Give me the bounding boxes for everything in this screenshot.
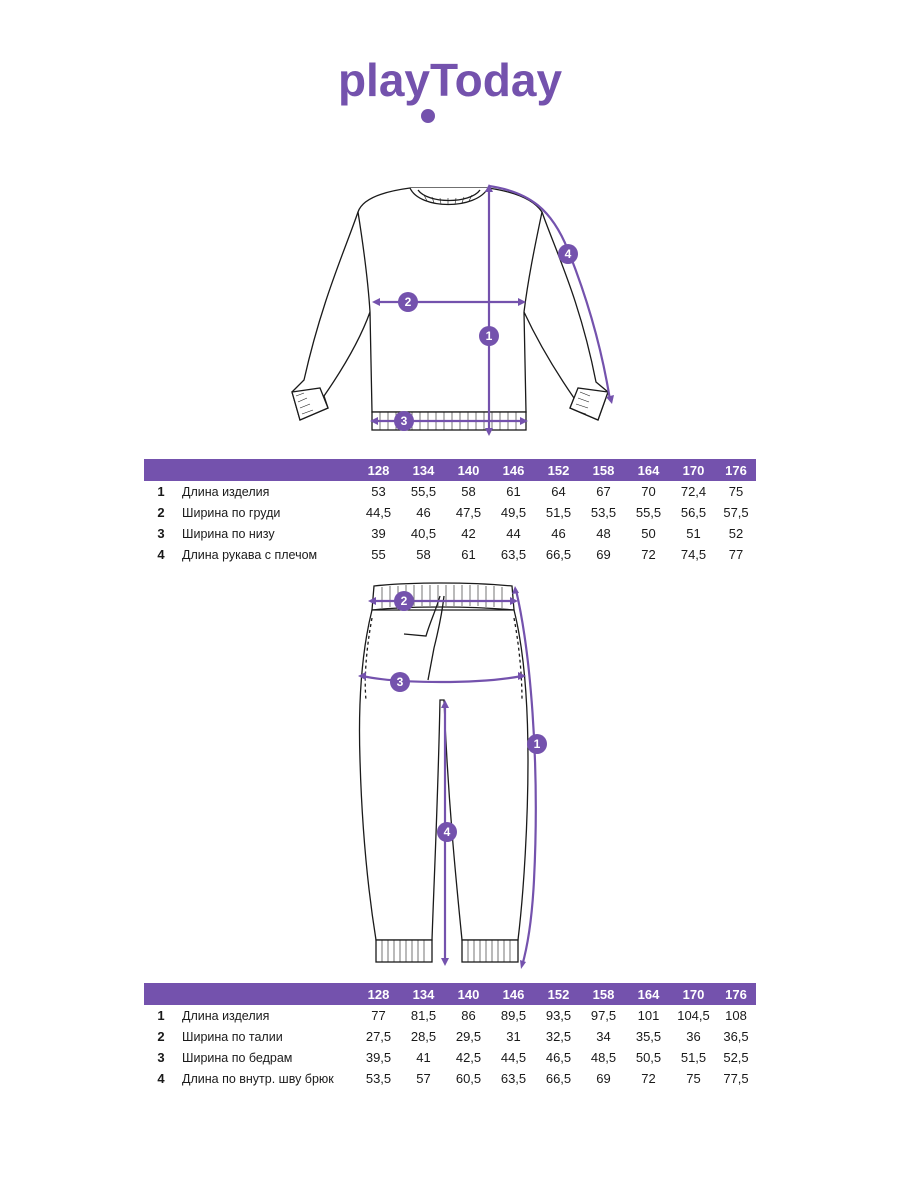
- header-blank: [144, 459, 178, 481]
- value-cell: 41: [416, 1050, 431, 1065]
- sweatshirt-size-table: [144, 459, 756, 565]
- value-cell: 57,5: [723, 505, 749, 520]
- table-row: [144, 1026, 756, 1047]
- value-cell: 58: [461, 484, 476, 499]
- value-cell: 72: [641, 547, 656, 562]
- value-cell: 53,5: [590, 505, 617, 520]
- value-cell: 44,5: [500, 1050, 527, 1065]
- value-cell: 55,5: [635, 505, 662, 520]
- sweatshirt-marker-3: [394, 411, 414, 431]
- value-cell: 69: [596, 1071, 611, 1086]
- measurement-name: Ширина по талии: [182, 1029, 283, 1044]
- measurement-name: Ширина по бедрам: [182, 1050, 293, 1065]
- value-cell: 48: [596, 526, 611, 541]
- sweatshirt-marker-1: [479, 326, 499, 346]
- value-cell: 108: [725, 1008, 747, 1023]
- svg-text:2: 2: [404, 295, 412, 309]
- row-number: 4: [157, 1071, 165, 1086]
- value-cell: 70: [641, 484, 656, 499]
- sweatshirt-marker-2: [398, 292, 418, 312]
- row-number: 1: [157, 1008, 165, 1023]
- playtoday-logo: [320, 48, 580, 128]
- value-cell: 27,5: [365, 1029, 392, 1044]
- value-cell: 66,5: [545, 547, 572, 562]
- value-cell: 60,5: [455, 1071, 482, 1086]
- value-cell: 51: [686, 526, 701, 541]
- pants-marker-1: [527, 734, 547, 754]
- value-cell: 86: [461, 1008, 476, 1023]
- value-cell: 104,5: [677, 1008, 710, 1023]
- value-cell: 56,5: [680, 505, 707, 520]
- size-header-row: [144, 459, 756, 481]
- value-cell: 69: [596, 547, 611, 562]
- value-cell: 46,5: [545, 1050, 572, 1065]
- value-cell: 63,5: [500, 1071, 527, 1086]
- value-cell: 51,5: [545, 505, 572, 520]
- pants-diagram: [350, 574, 560, 974]
- value-cell: 50: [641, 526, 656, 541]
- value-cell: 72: [641, 1071, 656, 1086]
- svg-text:3: 3: [400, 414, 408, 428]
- size-header-cell: 152: [536, 983, 581, 1005]
- size-header-cell: 164: [626, 983, 671, 1005]
- size-header-cell: 146: [491, 459, 536, 481]
- value-cell: 28,5: [410, 1029, 437, 1044]
- value-cell: 63,5: [500, 547, 527, 562]
- value-cell: 53,5: [365, 1071, 392, 1086]
- value-cell: 75: [686, 1071, 701, 1086]
- value-cell: 72,4: [680, 484, 707, 499]
- size-header-cell: 134: [401, 459, 446, 481]
- value-cell: 44,5: [365, 505, 392, 520]
- value-cell: 44: [506, 526, 521, 541]
- size-header-cell: 128: [356, 459, 401, 481]
- pants-marker-3: [390, 672, 410, 692]
- value-cell: 40,5: [410, 526, 437, 541]
- svg-text:1: 1: [485, 329, 493, 343]
- table-row: [144, 544, 756, 565]
- sweatshirt-diagram: [280, 180, 620, 440]
- size-header-cell: 158: [581, 983, 626, 1005]
- size-header-cell: 170: [671, 983, 716, 1005]
- value-cell: 58: [416, 547, 431, 562]
- value-cell: 77,5: [723, 1071, 749, 1086]
- svg-text:4: 4: [564, 247, 572, 261]
- value-cell: 42: [461, 526, 476, 541]
- header-blank: [144, 983, 178, 1005]
- table-row: [144, 523, 756, 544]
- value-cell: 49,5: [500, 505, 527, 520]
- size-header-cell: 146: [491, 983, 536, 1005]
- row-number: 3: [157, 526, 165, 541]
- value-cell: 52: [728, 526, 744, 541]
- header-blank: [178, 983, 356, 1005]
- size-header-cell: 176: [716, 459, 756, 481]
- value-cell: 61: [461, 547, 476, 562]
- size-header-cell: 152: [536, 459, 581, 481]
- value-cell: 55,5: [410, 484, 437, 499]
- svg-text:1: 1: [533, 737, 541, 751]
- measurement-name: Ширина по низу: [182, 526, 275, 541]
- value-cell: 64: [551, 484, 566, 499]
- value-cell: 55: [371, 547, 386, 562]
- row-number: 2: [157, 1029, 165, 1044]
- value-cell: 46: [416, 505, 431, 520]
- value-cell: 39,5: [365, 1050, 392, 1065]
- logo-dot: [421, 109, 435, 123]
- value-cell: 46: [551, 526, 566, 541]
- pants-marker-2: [394, 591, 414, 611]
- table-row: [144, 1047, 756, 1068]
- table-row: [144, 502, 756, 523]
- svg-text:4: 4: [443, 825, 451, 839]
- measurement-name: Ширина по груди: [182, 505, 281, 520]
- value-cell: 51,5: [680, 1050, 707, 1065]
- value-cell: 81,5: [410, 1008, 437, 1023]
- value-cell: 74,5: [680, 547, 707, 562]
- row-number: 3: [157, 1050, 165, 1065]
- value-cell: 34: [596, 1029, 611, 1044]
- pants-marker-4: [437, 822, 457, 842]
- size-header-cell: 140: [446, 459, 491, 481]
- logo-wordmark: playToday: [337, 54, 563, 106]
- svg-text:2: 2: [400, 594, 408, 608]
- value-cell: 61: [506, 484, 521, 499]
- value-cell: 39: [371, 526, 386, 541]
- size-header-cell: 170: [671, 459, 716, 481]
- size-header-cell: 140: [446, 983, 491, 1005]
- value-cell: 67: [596, 484, 611, 499]
- table-row: [144, 481, 756, 502]
- value-cell: 36: [686, 1029, 701, 1044]
- value-cell: 75: [728, 484, 744, 499]
- value-cell: 53: [371, 484, 386, 499]
- row-number: 2: [157, 505, 165, 520]
- table-row: [144, 1005, 756, 1026]
- value-cell: 93,5: [545, 1008, 572, 1023]
- sweatshirt-marker-4: [558, 244, 578, 264]
- value-cell: 89,5: [500, 1008, 527, 1023]
- value-cell: 50,5: [635, 1050, 662, 1065]
- measurement-name: Длина рукава с плечом: [182, 547, 318, 562]
- measurement-name: Длина изделия: [182, 1008, 270, 1023]
- size-header-cell: 134: [401, 983, 446, 1005]
- value-cell: 66,5: [545, 1071, 572, 1086]
- value-cell: 32,5: [545, 1029, 572, 1044]
- value-cell: 77: [728, 547, 744, 562]
- svg-text:3: 3: [396, 675, 404, 689]
- value-cell: 36,5: [723, 1029, 749, 1044]
- value-cell: 97,5: [590, 1008, 617, 1023]
- value-cell: 31: [506, 1029, 521, 1044]
- measurement-name: Длина изделия: [182, 484, 270, 499]
- size-header-cell: 158: [581, 459, 626, 481]
- value-cell: 52,5: [723, 1050, 749, 1065]
- value-cell: 35,5: [635, 1029, 662, 1044]
- value-cell: 57: [416, 1071, 431, 1086]
- size-header-cell: 128: [356, 983, 401, 1005]
- value-cell: 47,5: [455, 505, 482, 520]
- header-blank: [178, 459, 356, 481]
- value-cell: 42,5: [455, 1050, 482, 1065]
- value-cell: 48,5: [590, 1050, 617, 1065]
- value-cell: 101: [637, 1008, 660, 1023]
- size-header-cell: 176: [716, 983, 756, 1005]
- row-number: 1: [157, 484, 165, 499]
- table-row: [144, 1068, 756, 1089]
- value-cell: 29,5: [455, 1029, 482, 1044]
- row-number: 4: [157, 547, 165, 562]
- size-header-row: [144, 983, 756, 1005]
- measurement-name: Длина по внутр. шву брюк: [182, 1071, 334, 1086]
- pants-size-table: [144, 983, 756, 1089]
- brand-logo: [0, 48, 900, 128]
- size-header-cell: 164: [626, 459, 671, 481]
- value-cell: 77: [371, 1008, 386, 1023]
